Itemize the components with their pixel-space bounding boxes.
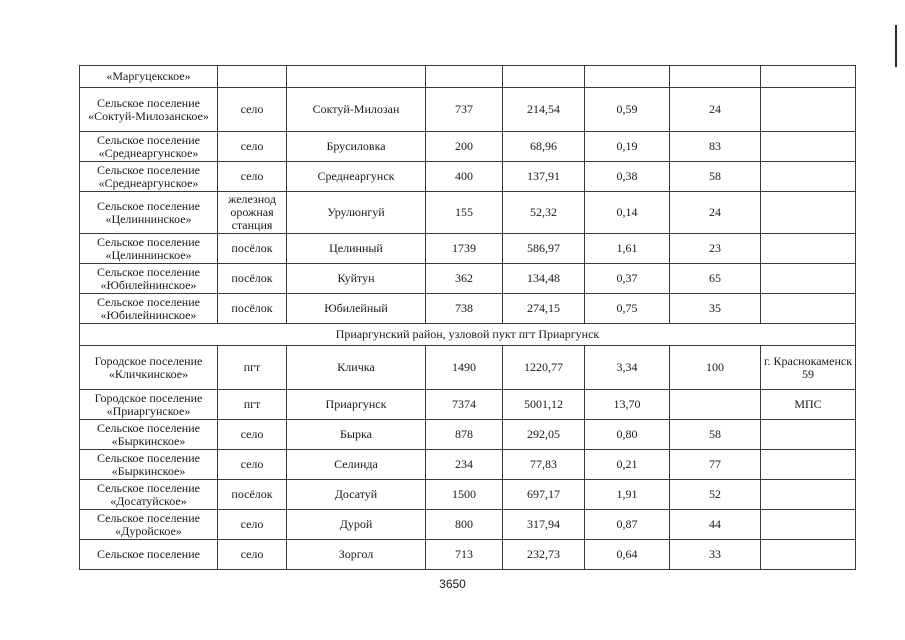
settlement-type-cell: село [218, 450, 287, 480]
population-cell: 1500 [426, 480, 503, 510]
settlement-type-cell: село [218, 540, 287, 570]
value-cell [503, 66, 585, 88]
distance-cell: 23 [670, 234, 761, 264]
value-cell: 134,48 [503, 264, 585, 294]
settlement-name-cell: Среднеаргунск [287, 162, 426, 192]
settlement-municipality-cell: Городское поселение «Приаргунское» [80, 390, 218, 420]
settlement-municipality-cell: «Маргуцекское» [80, 66, 218, 88]
distance-cell [670, 390, 761, 420]
settlement-type-cell: село [218, 88, 287, 132]
distance-cell: 83 [670, 132, 761, 162]
settlement-municipality-cell: Сельское поселение «Быркинское» [80, 450, 218, 480]
population-cell: 878 [426, 420, 503, 450]
table-row [80, 420, 856, 450]
note-cell [761, 88, 856, 132]
note-cell [761, 510, 856, 540]
population-cell: 713 [426, 540, 503, 570]
population-cell: 7374 [426, 390, 503, 420]
share-cell: 0,64 [585, 540, 670, 570]
value-cell: 137,91 [503, 162, 585, 192]
share-cell: 0,21 [585, 450, 670, 480]
share-cell [585, 66, 670, 88]
table-row [80, 192, 856, 234]
settlement-municipality-cell: Сельское поселение «Среднеаргунское» [80, 132, 218, 162]
settlement-municipality-cell: Сельское поселение «Быркинское» [80, 420, 218, 450]
note-cell [761, 264, 856, 294]
population-cell [426, 66, 503, 88]
settlement-type-cell: посёлок [218, 480, 287, 510]
table-row [80, 234, 856, 264]
table-row [80, 450, 856, 480]
value-cell: 697,17 [503, 480, 585, 510]
value-cell: 52,32 [503, 192, 585, 234]
settlement-type-cell: посёлок [218, 234, 287, 264]
distance-cell: 58 [670, 420, 761, 450]
settlements-table [79, 65, 856, 570]
settlement-municipality-cell: Сельское поселение «Юбилейнинское» [80, 264, 218, 294]
settlement-name-cell: Соктуй-Милозан [287, 88, 426, 132]
value-cell: 317,94 [503, 510, 585, 540]
settlement-name-cell: Селинда [287, 450, 426, 480]
note-cell [761, 450, 856, 480]
value-cell: 232,73 [503, 540, 585, 570]
share-cell: 0,14 [585, 192, 670, 234]
distance-cell: 65 [670, 264, 761, 294]
population-cell: 800 [426, 510, 503, 540]
settlement-type-cell: железнод орожная станция [218, 192, 287, 234]
distance-cell: 52 [670, 480, 761, 510]
share-cell: 0,59 [585, 88, 670, 132]
note-cell [761, 66, 856, 88]
distance-cell: 24 [670, 192, 761, 234]
value-cell: 274,15 [503, 294, 585, 324]
value-cell: 77,83 [503, 450, 585, 480]
distance-cell: 44 [670, 510, 761, 540]
settlement-type-cell: посёлок [218, 294, 287, 324]
table-row [80, 294, 856, 324]
table-row [80, 540, 856, 570]
note-cell [761, 420, 856, 450]
distance-cell: 35 [670, 294, 761, 324]
table-row [80, 88, 856, 132]
settlement-municipality-cell: Сельское поселение «Дуройское» [80, 510, 218, 540]
population-cell: 738 [426, 294, 503, 324]
table-row [80, 264, 856, 294]
note-cell [761, 234, 856, 264]
settlement-type-cell [218, 66, 287, 88]
settlement-name-cell: Зоргол [287, 540, 426, 570]
share-cell: 0,80 [585, 420, 670, 450]
settlement-municipality-cell: Городское поселение «Кличкинское» [80, 346, 218, 390]
value-cell: 292,05 [503, 420, 585, 450]
population-cell: 362 [426, 264, 503, 294]
share-cell: 0,19 [585, 132, 670, 162]
distance-cell: 24 [670, 88, 761, 132]
note-cell [761, 192, 856, 234]
share-cell: 3,34 [585, 346, 670, 390]
population-cell: 155 [426, 192, 503, 234]
settlement-type-cell: село [218, 132, 287, 162]
population-cell: 400 [426, 162, 503, 192]
population-cell: 234 [426, 450, 503, 480]
population-cell: 1739 [426, 234, 503, 264]
settlement-municipality-cell: Сельское поселение «Целиннинское» [80, 192, 218, 234]
settlement-municipality-cell: Сельское поселение «Целиннинское» [80, 234, 218, 264]
settlement-name-cell: Юбилейный [287, 294, 426, 324]
settlement-name-cell: Куйтун [287, 264, 426, 294]
settlement-municipality-cell: Сельское поселение «Среднеаргунское» [80, 162, 218, 192]
note-cell: МПС [761, 390, 856, 420]
settlement-name-cell: Бырка [287, 420, 426, 450]
share-cell: 0,87 [585, 510, 670, 540]
population-cell: 1490 [426, 346, 503, 390]
table-row [80, 162, 856, 192]
settlement-name-cell: Приаргунск [287, 390, 426, 420]
distance-cell [670, 66, 761, 88]
value-cell: 5001,12 [503, 390, 585, 420]
share-cell: 0,38 [585, 162, 670, 192]
distance-cell: 77 [670, 450, 761, 480]
note-cell [761, 162, 856, 192]
value-cell: 68,96 [503, 132, 585, 162]
note-cell [761, 132, 856, 162]
settlement-type-cell: село [218, 162, 287, 192]
table-row [80, 132, 856, 162]
settlement-municipality-cell: Сельское поселение «Соктуй-Милозанское» [80, 88, 218, 132]
settlement-name-cell: Досатуй [287, 480, 426, 510]
value-cell: 586,97 [503, 234, 585, 264]
table-row [80, 480, 856, 510]
page-number: 3650 [439, 577, 466, 591]
scan-edge-mark [895, 25, 897, 67]
table-section-row [80, 324, 856, 346]
population-cell: 200 [426, 132, 503, 162]
table-row [80, 66, 856, 88]
share-cell: 1,91 [585, 480, 670, 510]
settlement-name-cell: Брусиловка [287, 132, 426, 162]
value-cell: 214,54 [503, 88, 585, 132]
settlement-name-cell [287, 66, 426, 88]
settlement-name-cell: Урулюнгуй [287, 192, 426, 234]
table-row [80, 346, 856, 390]
value-cell: 1220,77 [503, 346, 585, 390]
table-body [80, 66, 856, 570]
section-heading-cell: Приаргунский район, узловой пукт пгт Приаргунск [80, 324, 856, 346]
note-cell [761, 294, 856, 324]
settlement-type-cell: село [218, 420, 287, 450]
settlement-name-cell: Целинный [287, 234, 426, 264]
share-cell: 0,75 [585, 294, 670, 324]
settlement-name-cell: Кличка [287, 346, 426, 390]
note-cell [761, 540, 856, 570]
distance-cell: 100 [670, 346, 761, 390]
settlement-type-cell: пгт [218, 390, 287, 420]
settlement-municipality-cell: Сельское поселение [80, 540, 218, 570]
distance-cell: 33 [670, 540, 761, 570]
settlement-municipality-cell: Сельское поселение «Юбилейнинское» [80, 294, 218, 324]
settlement-type-cell: село [218, 510, 287, 540]
share-cell: 1,61 [585, 234, 670, 264]
settlement-name-cell: Дурой [287, 510, 426, 540]
population-cell: 737 [426, 88, 503, 132]
share-cell: 13,70 [585, 390, 670, 420]
settlement-type-cell: пгт [218, 346, 287, 390]
note-cell: г. Краснокаменск 59 [761, 346, 856, 390]
table-row [80, 510, 856, 540]
settlement-type-cell: посёлок [218, 264, 287, 294]
settlement-municipality-cell: Сельское поселение «Досатуйское» [80, 480, 218, 510]
share-cell: 0,37 [585, 264, 670, 294]
table-row [80, 390, 856, 420]
distance-cell: 58 [670, 162, 761, 192]
note-cell [761, 480, 856, 510]
